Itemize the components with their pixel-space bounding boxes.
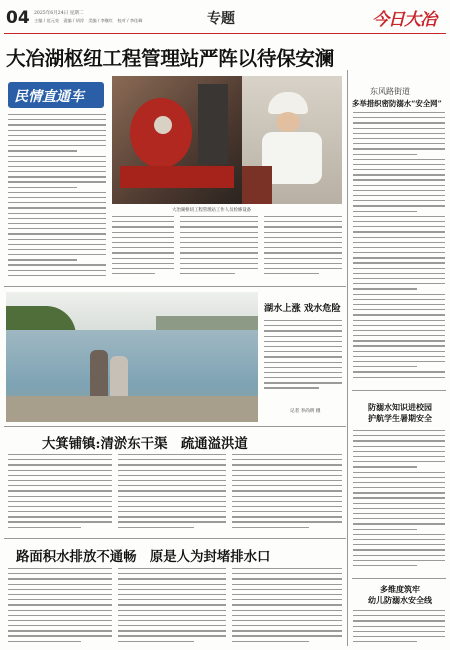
sidebar-body-2 [353, 430, 445, 574]
page-header [0, 0, 450, 34]
date-line: 2025年6月24日 星期二 [34, 11, 84, 16]
column-badge [8, 82, 104, 108]
lead-body-left [8, 114, 106, 282]
sidebar-headline-1: 多举措织密防溺水“安全网” [352, 99, 442, 108]
editors-line: 主编 / 范元亮 责编 / 胡淳 美编 / 李继红 校对 / 李佳峰 [34, 18, 143, 23]
ditch-headline: 大箕铺镇:清淤东干渠 疏通溢洪道 [42, 436, 248, 452]
ditch-body-1 [8, 454, 112, 534]
ditch-body-3 [232, 454, 342, 534]
lead-photo-caption: 大冶湖枢纽工程管理站工作人员检修设备 [172, 208, 252, 213]
section-title: 专题 [207, 11, 235, 27]
sidebar-headline-1-sub: 东风路街道 [370, 87, 410, 96]
flood-byline: 记者 李尚明 摄 [290, 409, 321, 414]
lead-photo-pump [112, 76, 242, 204]
road-body-2 [118, 568, 226, 646]
sidebar-body-3 [353, 610, 445, 646]
flood-headline: 湖水上涨 戏水危险 [264, 303, 341, 314]
lead-headline: 大冶湖枢纽工程管理站严阵以待保安澜 [6, 47, 334, 70]
column-badge-label: 民情直通车 [14, 89, 84, 105]
road-headline: 路面积水排放不通畅 原是人为封堵排水口 [16, 549, 271, 565]
newspaper-logo: 今日大冶 [372, 10, 436, 30]
page-number: 04 [6, 8, 30, 28]
sidebar-headline-3: 多维度筑牢 幼儿防溺水安全线 [368, 584, 432, 605]
lead-photo-worker [242, 76, 342, 204]
road-body-3 [232, 568, 342, 646]
road-body-1 [8, 568, 112, 646]
lead-body-mid-2 [180, 216, 258, 282]
sidebar-headline-2: 防溺水知识进校园 护航学生暑期安全 [368, 402, 432, 423]
flood-body [264, 320, 342, 396]
lead-body-mid-1 [112, 216, 174, 282]
sidebar-body-1 [353, 112, 445, 384]
flood-photo [6, 292, 258, 422]
ditch-body-2 [118, 454, 226, 534]
lead-body-mid-3 [264, 216, 342, 282]
